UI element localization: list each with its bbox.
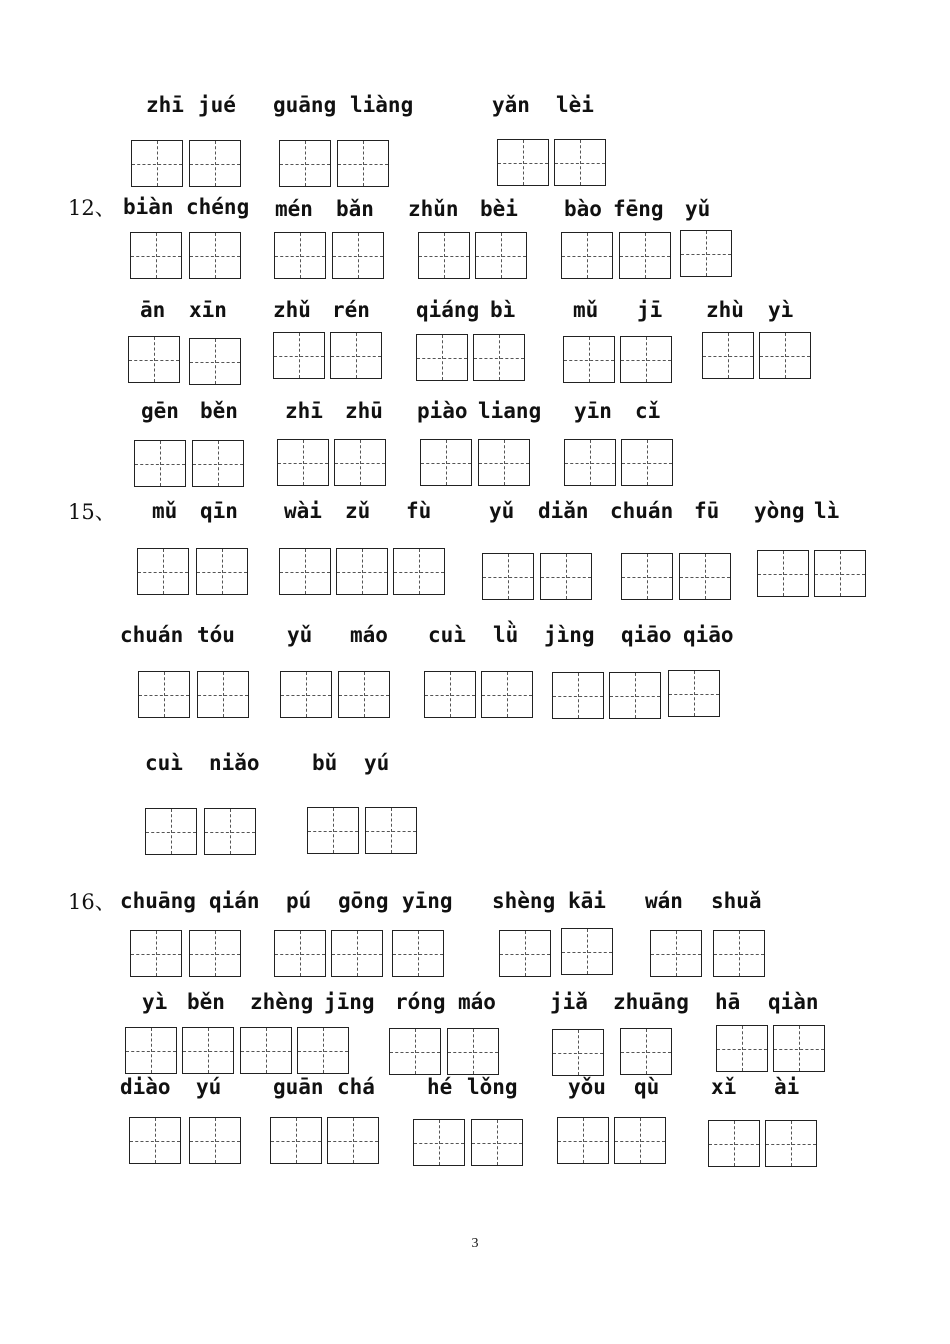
writing-box[interactable] [204, 808, 256, 855]
pinyin-mao2: máo [458, 990, 496, 1014]
pinyin-chuang: chuāng [120, 889, 196, 913]
writing-box[interactable] [134, 440, 186, 487]
writing-box[interactable] [279, 140, 331, 187]
writing-box[interactable] [277, 439, 329, 486]
writing-box[interactable] [129, 1117, 181, 1164]
pinyin-pu: pú [286, 889, 312, 913]
writing-box[interactable] [471, 1119, 523, 1166]
pinyin-fu2: fū [694, 499, 720, 523]
pinyin-ren: rén [332, 298, 370, 322]
writing-box[interactable] [365, 807, 417, 854]
pinyin-qin: qīn [200, 499, 238, 523]
writing-box[interactable] [478, 439, 530, 486]
pinyin-bian: biàn [123, 195, 174, 219]
pinyin-ben2: běn [187, 990, 225, 1014]
pinyin-niao: niǎo [209, 751, 260, 775]
pinyin-qian: qián [209, 889, 260, 913]
writing-box[interactable] [332, 232, 384, 279]
writing-box[interactable] [274, 232, 326, 279]
writing-box[interactable] [192, 440, 244, 487]
pinyin-diao: diào [120, 1075, 171, 1099]
pinyin-bao: bào [564, 197, 602, 221]
writing-box[interactable] [297, 1027, 349, 1074]
pinyin-liang: liàng [350, 93, 414, 117]
writing-box[interactable] [475, 232, 527, 279]
writing-box[interactable] [540, 553, 592, 600]
pinyin-jia: jiǎ [550, 990, 588, 1014]
writing-box[interactable] [331, 930, 383, 977]
writing-box[interactable] [650, 930, 702, 977]
writing-box[interactable] [713, 930, 765, 977]
pinyin-fu: fù [406, 499, 432, 523]
question-number: 15、 [68, 500, 116, 524]
writing-box[interactable] [497, 139, 549, 186]
writing-box[interactable] [620, 336, 672, 383]
writing-box[interactable] [563, 336, 615, 383]
pinyin-chuan2: chuán [120, 623, 184, 647]
pinyin-li: lì [814, 499, 840, 523]
writing-box[interactable] [131, 140, 183, 187]
pinyin-qiao: qiāo [621, 623, 672, 647]
writing-box[interactable] [189, 140, 241, 187]
writing-box[interactable] [716, 1025, 768, 1072]
pinyin-ban: bǎn [336, 197, 374, 221]
pinyin-ying: yīng [402, 889, 453, 913]
writing-box[interactable] [773, 1025, 825, 1072]
pinyin-xin: xīn [189, 298, 227, 322]
pinyin-qian2: qiàn [768, 990, 819, 1014]
writing-box[interactable] [270, 1117, 322, 1164]
pinyin-sheng: shèng [492, 889, 556, 913]
writing-box[interactable] [393, 548, 445, 595]
writing-box[interactable] [130, 930, 182, 977]
pinyin-ci: cǐ [635, 399, 661, 423]
pinyin-bei: bèi [480, 197, 518, 221]
writing-box[interactable] [196, 548, 248, 595]
pinyin-jing2: jīng [324, 990, 375, 1014]
writing-box[interactable] [138, 671, 190, 718]
writing-box[interactable] [337, 140, 389, 187]
pinyin-cui: cuì [428, 623, 466, 647]
writing-box[interactable] [614, 1117, 666, 1164]
writing-box[interactable] [128, 336, 180, 383]
pinyin-yong: yòng [754, 499, 805, 523]
writing-box[interactable] [338, 671, 390, 718]
pinyin-feng: fēng [613, 197, 664, 221]
writing-box[interactable] [413, 1119, 465, 1166]
writing-box[interactable] [189, 232, 241, 279]
pinyin-jue: jué [198, 93, 236, 117]
writing-box[interactable] [708, 1120, 760, 1167]
writing-box[interactable] [189, 930, 241, 977]
writing-box[interactable] [702, 332, 754, 379]
pinyin-bi: bì [490, 298, 516, 322]
writing-box[interactable] [416, 334, 468, 381]
pinyin-wai: wài [284, 499, 322, 523]
pinyin-zheng: zhèng [250, 990, 314, 1014]
pinyin-cui2: cuì [145, 751, 183, 775]
writing-box[interactable] [280, 671, 332, 718]
writing-box[interactable] [240, 1027, 292, 1074]
writing-box[interactable] [279, 548, 331, 595]
pinyin-ben: běn [200, 399, 238, 423]
pinyin-liang2: liang [478, 399, 542, 423]
pinyin-ha: hā [715, 990, 741, 1014]
pinyin-guang: guāng [273, 93, 337, 117]
writing-box[interactable] [392, 930, 444, 977]
writing-box[interactable] [145, 808, 197, 855]
pinyin-xi: xǐ [711, 1075, 737, 1099]
writing-box[interactable] [418, 232, 470, 279]
writing-box[interactable] [561, 232, 613, 279]
writing-box[interactable] [334, 439, 386, 486]
writing-box[interactable] [330, 332, 382, 379]
writing-box[interactable] [197, 671, 249, 718]
writing-box[interactable] [274, 930, 326, 977]
writing-box[interactable] [609, 672, 661, 719]
writing-box[interactable] [619, 232, 671, 279]
writing-box[interactable] [757, 550, 809, 597]
pinyin-mu2: mǔ [152, 499, 178, 523]
pinyin-rong: róng [395, 990, 446, 1014]
writing-box[interactable] [765, 1120, 817, 1167]
pinyin-yin: yīn [574, 399, 612, 423]
writing-box[interactable] [557, 1117, 609, 1164]
pinyin-cheng: chéng [186, 195, 250, 219]
writing-box[interactable] [554, 139, 606, 186]
writing-box[interactable] [668, 670, 720, 717]
pinyin-lu: lǜ [493, 623, 519, 647]
pinyin-yi: yì [768, 298, 794, 322]
pinyin-men: mén [275, 197, 313, 221]
writing-box[interactable] [389, 1028, 441, 1075]
pinyin-jing: jìng [544, 623, 595, 647]
question-number: 12、 [68, 196, 116, 220]
pinyin-yu2: yǔ [489, 499, 515, 523]
pinyin-dian: diǎn [538, 499, 589, 523]
pinyin-gong: gōng [338, 889, 389, 913]
writing-box[interactable] [447, 1028, 499, 1075]
writing-box[interactable] [621, 553, 673, 600]
pinyin-gen: gēn [141, 399, 179, 423]
pinyin-piao: piào [417, 399, 468, 423]
pinyin-ai: ài [774, 1075, 800, 1099]
page-number: 3 [471, 1236, 479, 1251]
pinyin-long: lǒng [467, 1075, 518, 1099]
writing-box[interactable] [424, 671, 476, 718]
writing-box[interactable] [481, 671, 533, 718]
writing-box[interactable] [307, 807, 359, 854]
writing-box[interactable] [336, 548, 388, 595]
writing-box[interactable] [137, 548, 189, 595]
pinyin-zhu2: zhù [706, 298, 744, 322]
pinyin-kai: kāi [568, 889, 606, 913]
pinyin-he: hé [427, 1075, 453, 1099]
pinyin-zhuang: zhuāng [613, 990, 689, 1014]
pinyin-lei: lèi [556, 93, 594, 117]
pinyin-yu3: yǔ [287, 623, 313, 647]
pinyin-zu: zǔ [345, 499, 371, 523]
pinyin-zhi: zhī [146, 93, 184, 117]
pinyin-yan: yǎn [492, 93, 530, 117]
writing-box[interactable] [482, 553, 534, 600]
writing-box[interactable] [620, 1028, 672, 1075]
pinyin-shua: shuǎ [711, 889, 762, 913]
pinyin-zhi2: zhī [285, 399, 323, 423]
pinyin-qiao2: qiāo [683, 623, 734, 647]
writing-box[interactable] [621, 439, 673, 486]
writing-box[interactable] [273, 332, 325, 379]
pinyin-ji: jī [637, 298, 663, 322]
pinyin-yi2: yì [142, 990, 168, 1014]
pinyin-bu: bǔ [312, 751, 338, 775]
pinyin-cha: chá [337, 1075, 375, 1099]
pinyin-wan: wán [645, 889, 683, 913]
writing-box[interactable] [189, 1117, 241, 1164]
writing-box[interactable] [759, 332, 811, 379]
pinyin-zhu3: zhū [345, 399, 383, 423]
question-number: 16、 [68, 890, 116, 914]
pinyin-you: yǒu [568, 1075, 606, 1099]
pinyin-yu5: yú [196, 1075, 222, 1099]
writing-box[interactable] [814, 550, 866, 597]
pinyin-mao: máo [350, 623, 388, 647]
writing-box[interactable] [130, 232, 182, 279]
writing-box[interactable] [679, 553, 731, 600]
pinyin-yu4: yú [364, 751, 390, 775]
writing-box[interactable] [420, 439, 472, 486]
pinyin-yu: yǔ [685, 197, 711, 221]
writing-box[interactable] [680, 230, 732, 277]
writing-box[interactable] [561, 928, 613, 975]
writing-box[interactable] [125, 1027, 177, 1074]
writing-box[interactable] [499, 930, 551, 977]
writing-box[interactable] [189, 338, 241, 385]
pinyin-guan: guān [273, 1075, 324, 1099]
pinyin-mu: mǔ [573, 298, 599, 322]
writing-box[interactable] [182, 1027, 234, 1074]
pinyin-qu: qù [634, 1075, 660, 1099]
writing-box[interactable] [564, 439, 616, 486]
pinyin-zhun: zhǔn [408, 197, 459, 221]
writing-box[interactable] [473, 334, 525, 381]
pinyin-zhu: zhǔ [273, 298, 311, 322]
writing-box[interactable] [327, 1117, 379, 1164]
writing-box[interactable] [552, 1029, 604, 1076]
pinyin-tou: tóu [197, 623, 235, 647]
pinyin-an: ān [140, 298, 166, 322]
pinyin-chuan: chuán [610, 499, 674, 523]
pinyin-qiang: qiáng [416, 298, 480, 322]
writing-box[interactable] [552, 672, 604, 719]
